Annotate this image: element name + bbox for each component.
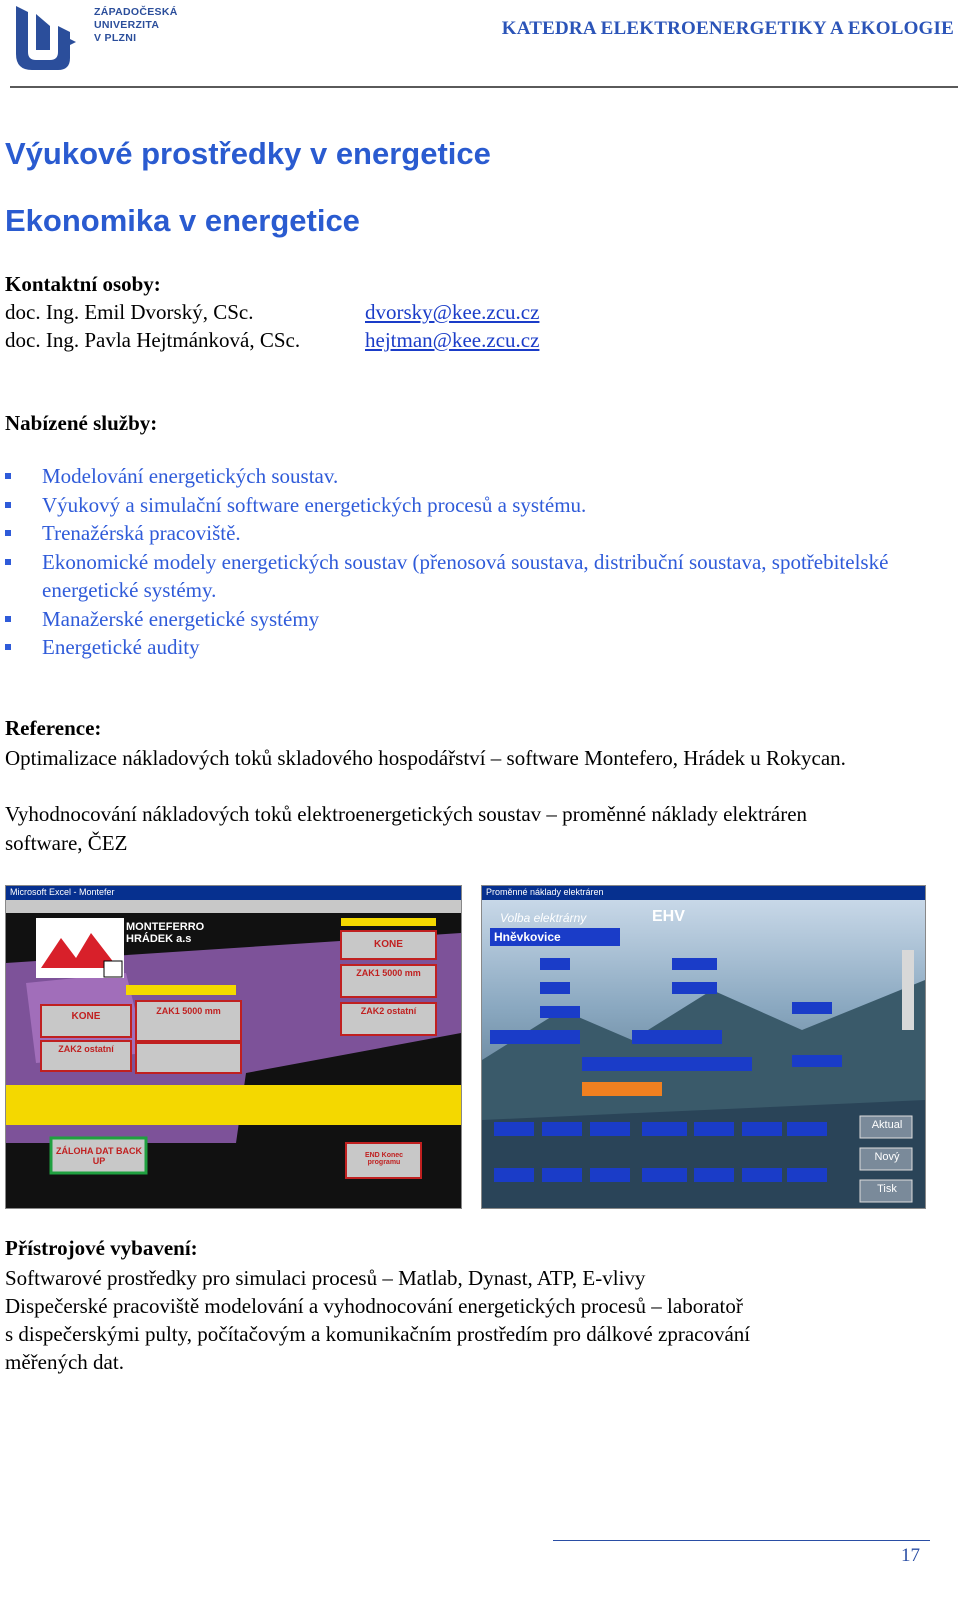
equipment-text: měřených dat. (5, 1350, 124, 1374)
list-item (0, 519, 950, 548)
page-subtitle: Ekonomika v energetice (5, 203, 360, 238)
bullet-icon (5, 616, 11, 622)
reference-text: Optimalizace nákladových toků skladového hospodářství – software Montefero, Hrádek u Rokycan. (5, 746, 846, 770)
services-list (0, 462, 950, 662)
list-item (0, 548, 950, 605)
new-button[interactable]: Nový (874, 1151, 900, 1163)
university-logo (14, 4, 178, 74)
end-button: END Konec programu (364, 1152, 404, 1166)
page-title: Výukové prostředky v energetice (5, 136, 491, 171)
list-item-text: Modelování energetických soustav. (42, 464, 339, 488)
window-title: Proměnné náklady elektráren (486, 887, 604, 897)
window-menubar (6, 900, 461, 913)
contact-email-link[interactable]: hejtman@kee.zcu.cz (365, 328, 540, 352)
ehv-app-illustration (482, 900, 925, 1208)
plant-code: EHV (652, 908, 685, 925)
bullet-icon (5, 559, 11, 565)
window-titlebar (482, 886, 925, 900)
zak1-button: ZAK1 5000 mm (156, 1006, 221, 1016)
logo-line: UNIVERZITA (94, 19, 160, 31)
list-item-text: Energetické audity (42, 635, 200, 659)
zak1-button-right: ZAK1 5000 mm (356, 968, 421, 978)
plant-select[interactable]: Hněvkovice (494, 930, 561, 944)
screenshot-montefero (5, 885, 462, 1209)
print-button[interactable]: Tisk (877, 1183, 897, 1195)
list-item (0, 633, 950, 662)
list-item (0, 491, 950, 520)
aktual-button[interactable]: Aktual (871, 1119, 903, 1131)
reference-text: Vyhodnocování nákladových toků elektroenergetických soustav – proměnné náklady elektráren software, ČEZ (5, 802, 808, 855)
contact-name: doc. Ing. Emil Dvorský, CSc. (5, 300, 254, 324)
reference-label: Reference: (5, 716, 102, 740)
contact-email-link[interactable]: dvorsky@kee.zcu.cz (365, 300, 540, 324)
screenshot-ehv (481, 885, 926, 1209)
kone-button-left: KONE (71, 1011, 101, 1022)
equipment-text: Dispečerské pracoviště modelování a vyhodnocování energetických procesů – laboratoř (5, 1294, 743, 1318)
list-item-text: Manažerské energetické systémy (42, 606, 320, 631)
list-item (0, 462, 950, 491)
bullet-icon (5, 530, 11, 536)
bullet-icon (5, 502, 11, 508)
zak2-button: ZAK2 ostatní (58, 1044, 114, 1054)
list-item (0, 605, 950, 634)
contacts-label: Kontaktní osoby: (5, 272, 161, 296)
equipment-label: Přístrojové vybavení: (5, 1236, 198, 1260)
brand-label: MONTEFERRO HRÁDEK a.s (126, 921, 205, 945)
backup-button: ZÁLOHA DAT BACK UP (56, 1146, 142, 1166)
footer-divider (553, 1540, 930, 1541)
equipment-text: s dispečerskými pulty, počítačovým a komunikačním prostředím pro dálkové zpracování (5, 1322, 751, 1346)
window-title: Microsoft Excel - Montefer (10, 887, 115, 897)
plant-select-label: Volba elektrárny (500, 911, 587, 925)
services-label: Nabízené služby: (5, 411, 158, 435)
equipment-text: Softwarové prostředky pro simulaci procesů – Matlab, Dynast, ATP, E-vlivy (5, 1266, 646, 1290)
department-name: KATEDRA ELEKTROENERGETIKY A EKOLOGIE (501, 18, 954, 39)
bullet-icon (5, 644, 11, 650)
contact-name: doc. Ing. Pavla Hejtmánková, CSc. (5, 328, 301, 352)
list-item-text: Trenažérská pracoviště. (42, 521, 241, 545)
page-number: 17 (901, 1545, 920, 1566)
logo-line: ZÁPADOČESKÁ (94, 6, 178, 18)
window-titlebar (6, 886, 461, 900)
zak2-button-right: ZAK2 ostatní (360, 1006, 417, 1016)
bullet-icon (5, 473, 11, 479)
list-item-text: Ekonomické modely energetických soustav (přenosová soustava, distribuční soustava, spotřebitelské energetické systémy. (42, 549, 889, 602)
kone-button-right: KONE (374, 939, 403, 950)
logo-line: V PLZNI (94, 32, 137, 44)
university-logo-icon (14, 4, 84, 74)
header-divider (10, 86, 958, 88)
logo-text (94, 6, 178, 45)
list-item-text: Výukový a simulační software energetických procesů a systému. (42, 492, 587, 517)
